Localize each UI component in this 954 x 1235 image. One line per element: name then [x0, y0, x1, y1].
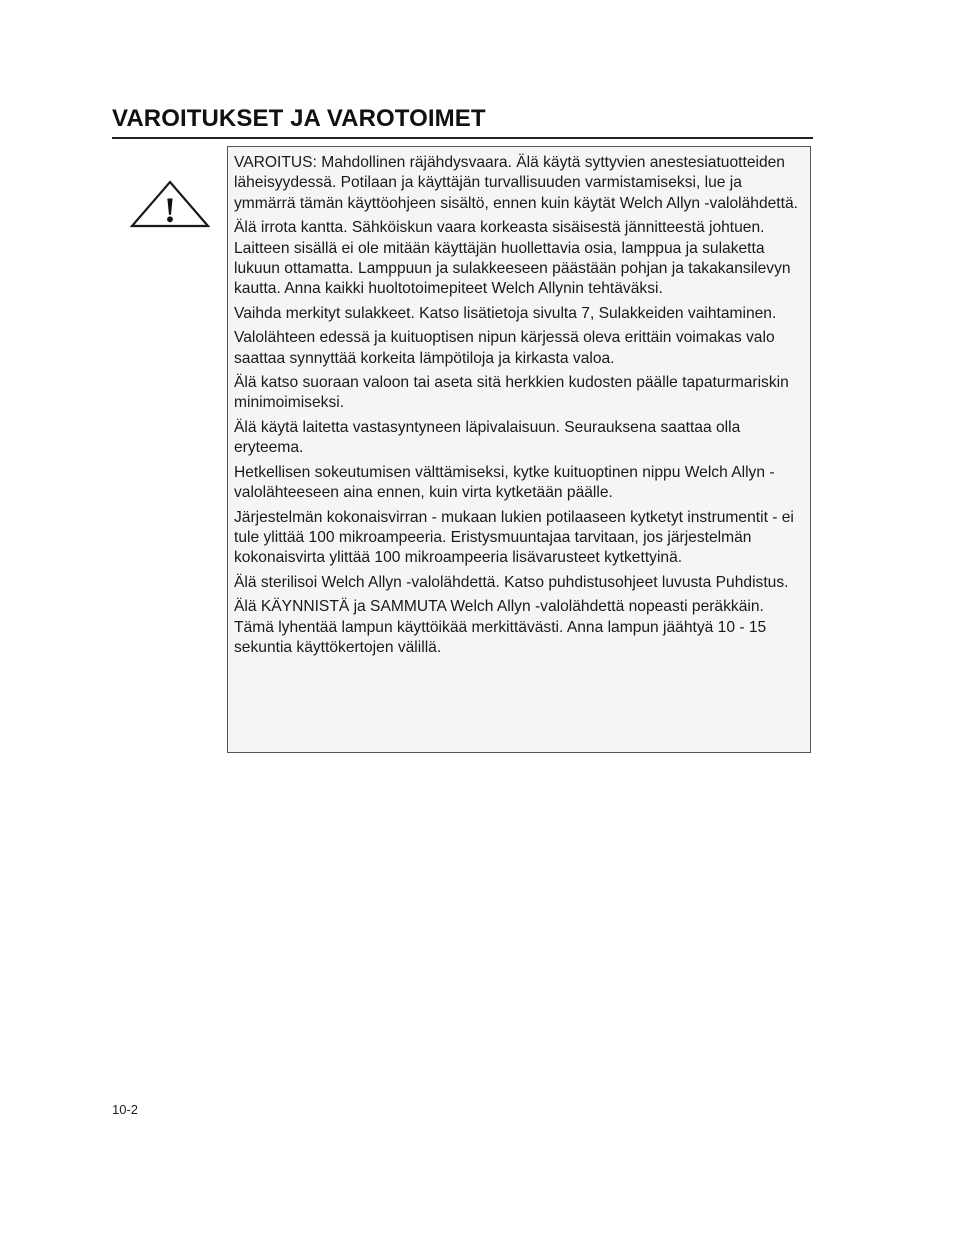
warning-paragraph-fiber-connect: Hetkellisen sokeutumisen välttämiseksi, kytke kuituoptinen nippu Welch Allyn -valolähteeseen aina ennen, kuin virta kytketään päälle.	[234, 463, 775, 502]
page-heading: VAROITUKSET JA VAROTOIMET	[112, 105, 486, 132]
warning-box	[227, 146, 811, 753]
warning-paragraph-explosion: VAROITUS: Mahdollinen räjähdysvaara. Älä käytä syttyvien anestesiatuotteiden läheisyydessä. Potilaan ja käyttäjän turvallisuuden varmistamiseksi, lue ja ymmärrä tämän käyttöohjeen sisältö, ennen kuin käytät Welch Allyn -valolähdettä.	[234, 154, 798, 212]
warning-paragraph-intense-light: Valolähteen edessä ja kuituoptisen nipun kärjessä oleva erittäin voimakas valo saattaa synnyttää korkeita lämpötiloja ja kirkasta valoa.	[234, 329, 775, 367]
warning-paragraph-fuses: Vaihda merkityt sulakkeet. Katso lisätietoja sivulta 7, Sulakkeiden vaihtaminen.	[234, 304, 777, 322]
heading-divider	[112, 137, 813, 139]
warning-exclamation-glyph: !	[164, 190, 176, 228]
warning-paragraph-eye-safety: Älä katso suoraan valoon tai aseta sitä herkkien kudosten päälle tapaturmariskin minimoimiseksi.	[234, 374, 789, 412]
warning-paragraph-neonate: Älä käytä laitetta vastasyntyneen läpivalaisuun. Seurauksena saattaa olla eryteema.	[234, 418, 741, 457]
warning-paragraph-leakage-current: Järjestelmän kokonaisvirran - mukaan lukien potilaaseen kytketyt instrumentit - ei tule ylittää 100 mikroampeeria. Eristysmuuntajaa tarvitaan, jos järjestelmän kokonaisvirta ylittää 100 mikroampeeria lisävarusteet kytkettyinä.	[234, 508, 794, 567]
warning-paragraph-power-cycle: Älä KÄYNNISTÄ ja SAMMUTA Welch Allyn -valolähdettä nopeasti peräkkäin. Tämä lyhentää lampun käyttöikää merkittävästi. Anna lampun jäähtyä 10 - 15 sekuntia käyttökertojen välillä.	[234, 598, 767, 656]
warning-triangle-icon	[130, 180, 210, 228]
page-number: 10-2	[112, 1102, 139, 1117]
warning-paragraph-cover: Älä irrota kantta. Sähköiskun vaara korkeasta sisäisestä jännitteestä johtuen. Laitteen sisällä ei ole mitään käyttäjän huollettavia osia, lamppua ja sulaketta lukuun ottamatta. Lamppuun ja sulakkeeseen päästään pohjan ja takakansilevyn kautta. Anna kaikki huoltotoimepiteet Welch Allynin tehtäväksi.	[234, 219, 791, 298]
warning-paragraph-sterilize: Älä sterilisoi Welch Allyn -valolähdettä. Katso puhdistusohjeet luvusta Puhdistus.	[234, 573, 789, 591]
